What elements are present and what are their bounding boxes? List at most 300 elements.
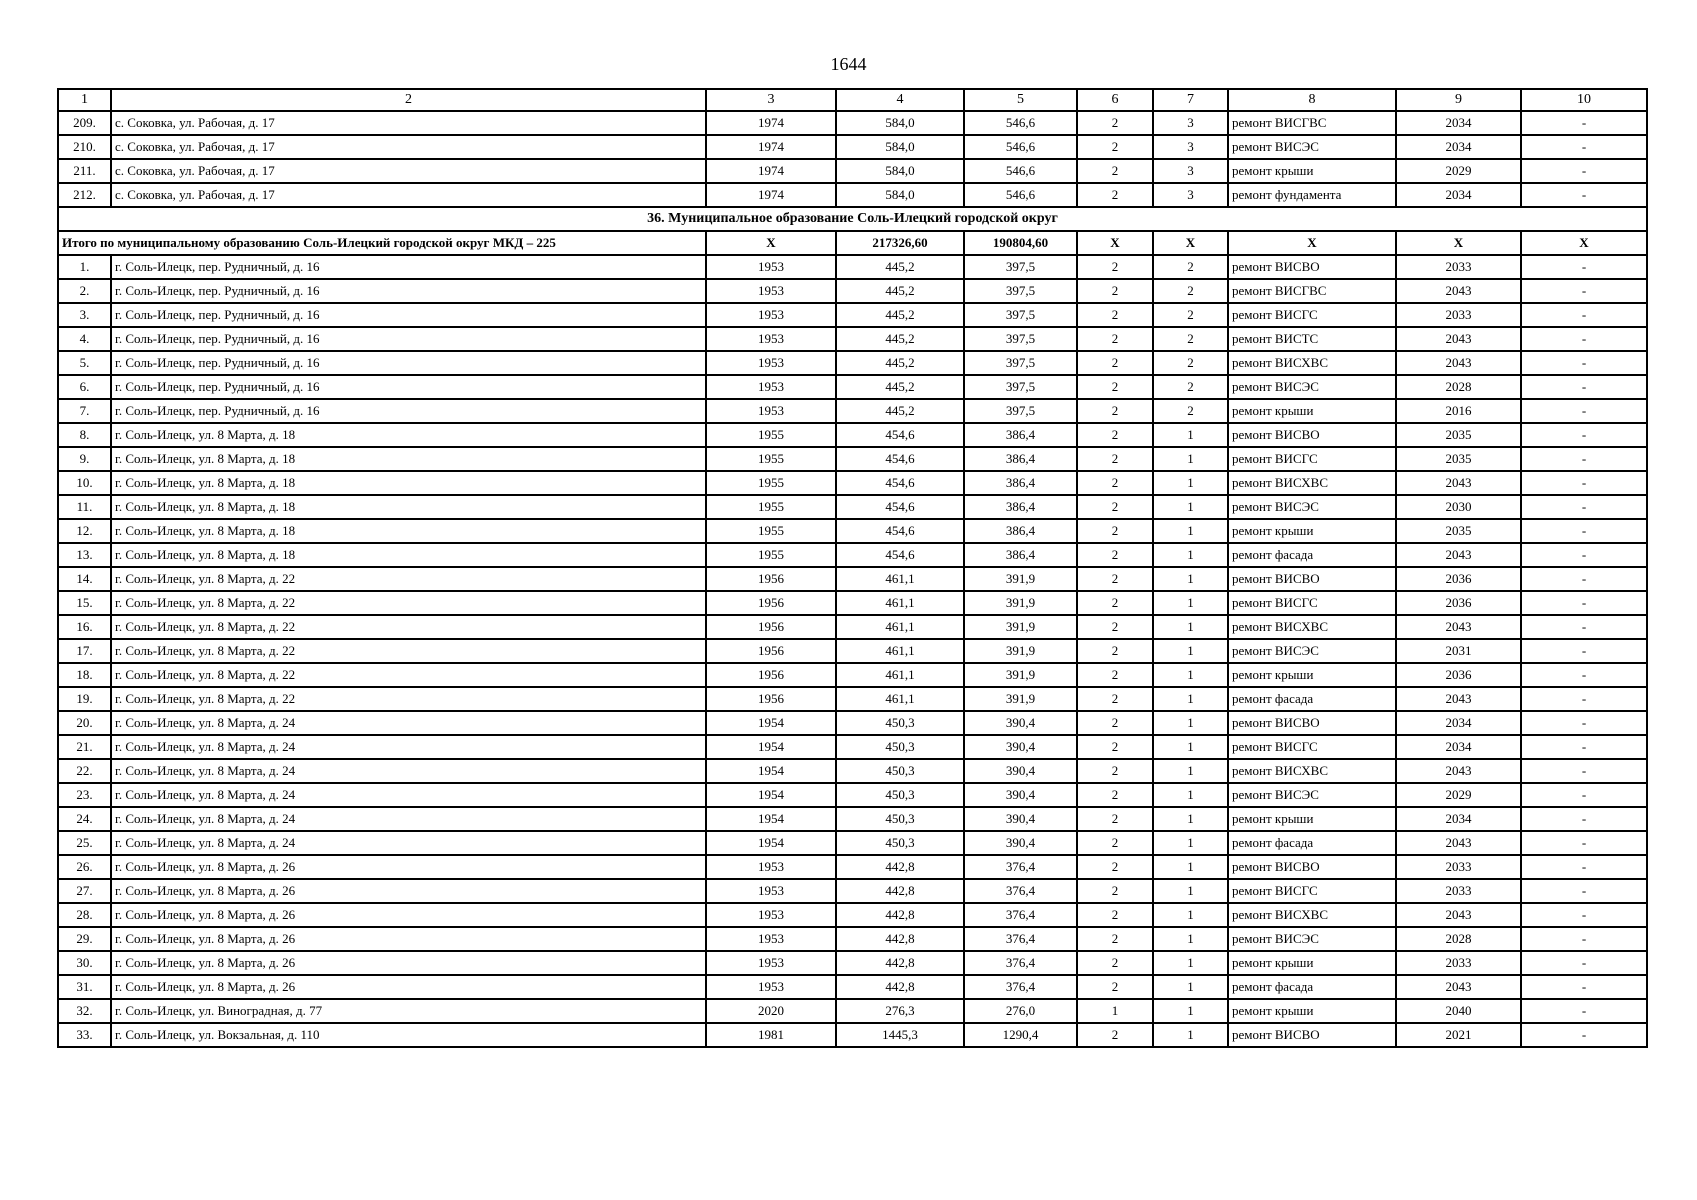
planned-year-cell: 2033 [1396, 255, 1521, 279]
total-value-cell: Х [1521, 231, 1647, 255]
address-cell: г. Соль-Илецк, ул. 8 Марта, д. 24 [111, 711, 706, 735]
total-area-cell: 442,8 [836, 927, 964, 951]
table-row [58, 831, 1647, 855]
living-area-cell: 390,4 [964, 831, 1077, 855]
total-area-cell: 450,3 [836, 759, 964, 783]
floors-cell: 2 [1077, 687, 1153, 711]
total-area-cell: 445,2 [836, 255, 964, 279]
living-area-cell: 386,4 [964, 519, 1077, 543]
entrances-cell: 1 [1153, 735, 1228, 759]
row-number-cell: 18. [58, 663, 111, 687]
floors-cell: 2 [1077, 495, 1153, 519]
year-built-cell: 1955 [706, 471, 836, 495]
year-built-cell: 1953 [706, 351, 836, 375]
table-row [58, 495, 1647, 519]
floors-cell: 2 [1077, 543, 1153, 567]
address-cell: г. Соль-Илецк, ул. 8 Марта, д. 18 [111, 495, 706, 519]
address-cell: с. Соковка, ул. Рабочая, д. 17 [111, 135, 706, 159]
year-built-cell: 2020 [706, 999, 836, 1023]
table-row [58, 639, 1647, 663]
col-10-cell: - [1521, 351, 1647, 375]
municipality-total-row [58, 231, 1647, 255]
year-built-cell: 1953 [706, 303, 836, 327]
work-type-cell: ремонт ВИСТС [1228, 327, 1396, 351]
year-built-cell: 1954 [706, 807, 836, 831]
year-built-cell: 1956 [706, 615, 836, 639]
col-10-cell: - [1521, 783, 1647, 807]
row-number-cell: 27. [58, 879, 111, 903]
planned-year-cell: 2035 [1396, 447, 1521, 471]
col-10-cell: - [1521, 471, 1647, 495]
entrances-cell: 1 [1153, 831, 1228, 855]
row-number-cell: 31. [58, 975, 111, 999]
table-row [58, 543, 1647, 567]
address-cell: г. Соль-Илецк, ул. 8 Марта, д. 18 [111, 423, 706, 447]
living-area-cell: 546,6 [964, 159, 1077, 183]
address-cell: г. Соль-Илецк, ул. 8 Марта, д. 26 [111, 951, 706, 975]
table-row [58, 327, 1647, 351]
work-type-cell: ремонт ВИСВО [1228, 255, 1396, 279]
row-number-cell: 212. [58, 183, 111, 207]
address-cell: г. Соль-Илецк, пер. Рудничный, д. 16 [111, 351, 706, 375]
floors-cell: 1 [1077, 999, 1153, 1023]
year-built-cell: 1956 [706, 567, 836, 591]
col-10-cell: - [1521, 303, 1647, 327]
total-area-cell: 442,8 [836, 879, 964, 903]
year-built-cell: 1954 [706, 759, 836, 783]
header-cell: 9 [1396, 89, 1521, 111]
row-number-cell: 23. [58, 783, 111, 807]
entrances-cell: 1 [1153, 879, 1228, 903]
total-value-cell: Х [1153, 231, 1228, 255]
address-cell: г. Соль-Илецк, ул. 8 Марта, д. 24 [111, 831, 706, 855]
work-type-cell: ремонт ВИСЭС [1228, 639, 1396, 663]
year-built-cell: 1954 [706, 783, 836, 807]
planned-year-cell: 2029 [1396, 783, 1521, 807]
address-cell: г. Соль-Илецк, ул. 8 Марта, д. 26 [111, 975, 706, 999]
year-built-cell: 1953 [706, 399, 836, 423]
floors-cell: 2 [1077, 615, 1153, 639]
address-cell: г. Соль-Илецк, ул. 8 Марта, д. 18 [111, 519, 706, 543]
planned-year-cell: 2033 [1396, 951, 1521, 975]
entrances-cell: 1 [1153, 951, 1228, 975]
total-area-cell: 445,2 [836, 399, 964, 423]
year-built-cell: 1955 [706, 495, 836, 519]
year-built-cell: 1953 [706, 975, 836, 999]
living-area-cell: 391,9 [964, 567, 1077, 591]
work-type-cell: ремонт фасада [1228, 687, 1396, 711]
living-area-cell: 391,9 [964, 687, 1077, 711]
work-type-cell: ремонт ВИСЭС [1228, 495, 1396, 519]
planned-year-cell: 2043 [1396, 327, 1521, 351]
total-area-cell: 450,3 [836, 711, 964, 735]
address-cell: г. Соль-Илецк, ул. 8 Марта, д. 22 [111, 639, 706, 663]
floors-cell: 2 [1077, 903, 1153, 927]
entrances-cell: 3 [1153, 135, 1228, 159]
col-10-cell: - [1521, 255, 1647, 279]
total-area-cell: 445,2 [836, 327, 964, 351]
work-type-cell: ремонт ВИСХВС [1228, 903, 1396, 927]
total-area-cell: 584,0 [836, 135, 964, 159]
year-built-cell: 1953 [706, 855, 836, 879]
total-area-cell: 454,6 [836, 519, 964, 543]
total-area-cell: 584,0 [836, 159, 964, 183]
row-number-cell: 33. [58, 1023, 111, 1047]
total-area-cell: 1445,3 [836, 1023, 964, 1047]
entrances-cell: 1 [1153, 495, 1228, 519]
col-10-cell: - [1521, 687, 1647, 711]
total-area-cell: 454,6 [836, 447, 964, 471]
column-number-header [58, 89, 1647, 111]
col-10-cell: - [1521, 903, 1647, 927]
work-type-cell: ремонт ВИСВО [1228, 855, 1396, 879]
register-body [58, 89, 1647, 1047]
planned-year-cell: 2028 [1396, 375, 1521, 399]
table-row [58, 375, 1647, 399]
floors-cell: 2 [1077, 663, 1153, 687]
address-cell: г. Соль-Илецк, ул. 8 Марта, д. 22 [111, 567, 706, 591]
living-area-cell: 397,5 [964, 351, 1077, 375]
planned-year-cell: 2035 [1396, 519, 1521, 543]
table-row [58, 519, 1647, 543]
total-area-cell: 584,0 [836, 183, 964, 207]
col-10-cell: - [1521, 759, 1647, 783]
row-number-cell: 3. [58, 303, 111, 327]
total-area-cell: 454,6 [836, 423, 964, 447]
planned-year-cell: 2031 [1396, 639, 1521, 663]
table-row [58, 903, 1647, 927]
address-cell: с. Соковка, ул. Рабочая, д. 17 [111, 159, 706, 183]
entrances-cell: 1 [1153, 807, 1228, 831]
table-row [58, 567, 1647, 591]
table-row [58, 423, 1647, 447]
floors-cell: 2 [1077, 303, 1153, 327]
living-area-cell: 376,4 [964, 975, 1077, 999]
total-area-cell: 450,3 [836, 735, 964, 759]
table-row [58, 471, 1647, 495]
total-area-cell: 450,3 [836, 783, 964, 807]
living-area-cell: 546,6 [964, 111, 1077, 135]
year-built-cell: 1953 [706, 927, 836, 951]
planned-year-cell: 2043 [1396, 279, 1521, 303]
entrances-cell: 1 [1153, 471, 1228, 495]
entrances-cell: 1 [1153, 975, 1228, 999]
work-type-cell: ремонт ВИСВО [1228, 567, 1396, 591]
living-area-cell: 376,4 [964, 855, 1077, 879]
total-area-cell: 445,2 [836, 351, 964, 375]
work-type-cell: ремонт ВИСХВС [1228, 615, 1396, 639]
table-row [58, 855, 1647, 879]
work-type-cell: ремонт ВИСХВС [1228, 351, 1396, 375]
row-number-cell: 26. [58, 855, 111, 879]
floors-cell: 2 [1077, 519, 1153, 543]
row-number-cell: 8. [58, 423, 111, 447]
total-value-cell: 190804,60 [964, 231, 1077, 255]
row-number-cell: 209. [58, 111, 111, 135]
planned-year-cell: 2034 [1396, 183, 1521, 207]
table-row [58, 711, 1647, 735]
table-row [58, 303, 1647, 327]
work-type-cell: ремонт ВИСГС [1228, 303, 1396, 327]
row-number-cell: 25. [58, 831, 111, 855]
living-area-cell: 376,4 [964, 903, 1077, 927]
year-built-cell: 1974 [706, 111, 836, 135]
work-type-cell: ремонт ВИСЭС [1228, 927, 1396, 951]
living-area-cell: 390,4 [964, 807, 1077, 831]
work-type-cell: ремонт ВИСХВС [1228, 759, 1396, 783]
total-area-cell: 454,6 [836, 495, 964, 519]
col-10-cell: - [1521, 279, 1647, 303]
living-area-cell: 390,4 [964, 759, 1077, 783]
row-number-cell: 20. [58, 711, 111, 735]
floors-cell: 2 [1077, 1023, 1153, 1047]
row-number-cell: 19. [58, 687, 111, 711]
work-type-cell: ремонт ВИСГВС [1228, 279, 1396, 303]
col-10-cell: - [1521, 711, 1647, 735]
address-cell: г. Соль-Илецк, ул. 8 Марта, д. 22 [111, 663, 706, 687]
header-cell: 2 [111, 89, 706, 111]
planned-year-cell: 2036 [1396, 591, 1521, 615]
address-cell: г. Соль-Илецк, ул. 8 Марта, д. 24 [111, 759, 706, 783]
planned-year-cell: 2036 [1396, 663, 1521, 687]
table-row [58, 663, 1647, 687]
total-area-cell: 442,8 [836, 975, 964, 999]
floors-cell: 2 [1077, 591, 1153, 615]
section-title-row [58, 207, 1647, 231]
address-cell: г. Соль-Илецк, ул. 8 Марта, д. 22 [111, 687, 706, 711]
col-10-cell: - [1521, 327, 1647, 351]
col-10-cell: - [1521, 615, 1647, 639]
address-cell: г. Соль-Илецк, пер. Рудничный, д. 16 [111, 279, 706, 303]
table-row [58, 687, 1647, 711]
floors-cell: 2 [1077, 927, 1153, 951]
living-area-cell: 546,6 [964, 183, 1077, 207]
header-cell: 5 [964, 89, 1077, 111]
planned-year-cell: 2043 [1396, 615, 1521, 639]
address-cell: г. Соль-Илецк, пер. Рудничный, д. 16 [111, 303, 706, 327]
living-area-cell: 386,4 [964, 543, 1077, 567]
entrances-cell: 1 [1153, 1023, 1228, 1047]
entrances-cell: 3 [1153, 183, 1228, 207]
year-built-cell: 1974 [706, 135, 836, 159]
floors-cell: 2 [1077, 471, 1153, 495]
living-area-cell: 386,4 [964, 423, 1077, 447]
row-number-cell: 11. [58, 495, 111, 519]
entrances-cell: 1 [1153, 639, 1228, 663]
col-10-cell: - [1521, 495, 1647, 519]
floors-cell: 2 [1077, 183, 1153, 207]
work-type-cell: ремонт ВИСГВС [1228, 111, 1396, 135]
col-10-cell: - [1521, 951, 1647, 975]
entrances-cell: 2 [1153, 255, 1228, 279]
living-area-cell: 386,4 [964, 495, 1077, 519]
living-area-cell: 546,6 [964, 135, 1077, 159]
floors-cell: 2 [1077, 567, 1153, 591]
total-area-cell: 584,0 [836, 111, 964, 135]
work-type-cell: ремонт ВИСГС [1228, 591, 1396, 615]
entrances-cell: 1 [1153, 519, 1228, 543]
address-cell: г. Соль-Илецк, ул. Виноградная, д. 77 [111, 999, 706, 1023]
year-built-cell: 1974 [706, 159, 836, 183]
floors-cell: 2 [1077, 279, 1153, 303]
col-10-cell: - [1521, 1023, 1647, 1047]
col-10-cell: - [1521, 135, 1647, 159]
table-row [58, 999, 1647, 1023]
address-cell: г. Соль-Илецк, пер. Рудничный, д. 16 [111, 399, 706, 423]
col-10-cell: - [1521, 543, 1647, 567]
col-10-cell: - [1521, 567, 1647, 591]
floors-cell: 2 [1077, 111, 1153, 135]
table-row [58, 807, 1647, 831]
floors-cell: 2 [1077, 735, 1153, 759]
work-type-cell: ремонт фасада [1228, 975, 1396, 999]
year-built-cell: 1955 [706, 519, 836, 543]
table-row [58, 735, 1647, 759]
floors-cell: 2 [1077, 423, 1153, 447]
row-number-cell: 5. [58, 351, 111, 375]
col-10-cell: - [1521, 807, 1647, 831]
entrances-cell: 1 [1153, 927, 1228, 951]
entrances-cell: 1 [1153, 591, 1228, 615]
year-built-cell: 1981 [706, 1023, 836, 1047]
total-area-cell: 276,3 [836, 999, 964, 1023]
floors-cell: 2 [1077, 351, 1153, 375]
living-area-cell: 397,5 [964, 399, 1077, 423]
entrances-cell: 1 [1153, 447, 1228, 471]
planned-year-cell: 2034 [1396, 111, 1521, 135]
work-type-cell: ремонт фундамента [1228, 183, 1396, 207]
address-cell: г. Соль-Илецк, пер. Рудничный, д. 16 [111, 327, 706, 351]
year-built-cell: 1953 [706, 279, 836, 303]
planned-year-cell: 2043 [1396, 471, 1521, 495]
row-number-cell: 210. [58, 135, 111, 159]
address-cell: г. Соль-Илецк, ул. 8 Марта, д. 18 [111, 447, 706, 471]
table-row [58, 351, 1647, 375]
col-10-cell: - [1521, 519, 1647, 543]
entrances-cell: 2 [1153, 375, 1228, 399]
address-cell: г. Соль-Илецк, ул. 8 Марта, д. 22 [111, 615, 706, 639]
address-cell: г. Соль-Илецк, ул. 8 Марта, д. 24 [111, 783, 706, 807]
living-area-cell: 391,9 [964, 615, 1077, 639]
entrances-cell: 1 [1153, 903, 1228, 927]
row-number-cell: 14. [58, 567, 111, 591]
planned-year-cell: 2029 [1396, 159, 1521, 183]
row-number-cell: 7. [58, 399, 111, 423]
entrances-cell: 1 [1153, 783, 1228, 807]
address-cell: г. Соль-Илецк, ул. 8 Марта, д. 24 [111, 807, 706, 831]
total-value-cell: Х [706, 231, 836, 255]
floors-cell: 2 [1077, 975, 1153, 999]
entrances-cell: 2 [1153, 351, 1228, 375]
col-10-cell: - [1521, 975, 1647, 999]
header-cell: 4 [836, 89, 964, 111]
entrances-cell: 1 [1153, 567, 1228, 591]
entrances-cell: 3 [1153, 111, 1228, 135]
row-number-cell: 16. [58, 615, 111, 639]
planned-year-cell: 2043 [1396, 351, 1521, 375]
table-row [58, 111, 1647, 135]
table-row [58, 183, 1647, 207]
entrances-cell: 1 [1153, 687, 1228, 711]
living-area-cell: 376,4 [964, 879, 1077, 903]
floors-cell: 2 [1077, 879, 1153, 903]
work-type-cell: ремонт ВИСХВС [1228, 471, 1396, 495]
row-number-cell: 211. [58, 159, 111, 183]
living-area-cell: 391,9 [964, 591, 1077, 615]
floors-cell: 2 [1077, 375, 1153, 399]
floors-cell: 2 [1077, 807, 1153, 831]
living-area-cell: 397,5 [964, 375, 1077, 399]
entrances-cell: 1 [1153, 423, 1228, 447]
floors-cell: 2 [1077, 399, 1153, 423]
row-number-cell: 22. [58, 759, 111, 783]
living-area-cell: 397,5 [964, 327, 1077, 351]
planned-year-cell: 2034 [1396, 735, 1521, 759]
address-cell: с. Соковка, ул. Рабочая, д. 17 [111, 183, 706, 207]
row-number-cell: 10. [58, 471, 111, 495]
total-area-cell: 445,2 [836, 375, 964, 399]
work-type-cell: ремонт крыши [1228, 807, 1396, 831]
planned-year-cell: 2043 [1396, 903, 1521, 927]
table-row [58, 279, 1647, 303]
year-built-cell: 1956 [706, 663, 836, 687]
col-10-cell: - [1521, 375, 1647, 399]
table-row [58, 591, 1647, 615]
year-built-cell: 1954 [706, 711, 836, 735]
col-10-cell: - [1521, 927, 1647, 951]
address-cell: г. Соль-Илецк, ул. 8 Марта, д. 18 [111, 471, 706, 495]
col-10-cell: - [1521, 447, 1647, 471]
total-area-cell: 445,2 [836, 279, 964, 303]
total-area-cell: 445,2 [836, 303, 964, 327]
work-type-cell: ремонт крыши [1228, 519, 1396, 543]
address-cell: г. Соль-Илецк, ул. 8 Марта, д. 26 [111, 879, 706, 903]
floors-cell: 2 [1077, 711, 1153, 735]
table-row [58, 783, 1647, 807]
total-area-cell: 461,1 [836, 687, 964, 711]
entrances-cell: 2 [1153, 279, 1228, 303]
work-type-cell: ремонт крыши [1228, 663, 1396, 687]
work-type-cell: ремонт крыши [1228, 159, 1396, 183]
planned-year-cell: 2033 [1396, 303, 1521, 327]
col-10-cell: - [1521, 399, 1647, 423]
living-area-cell: 391,9 [964, 663, 1077, 687]
work-type-cell: ремонт ВИСВО [1228, 423, 1396, 447]
planned-year-cell: 2040 [1396, 999, 1521, 1023]
col-10-cell: - [1521, 999, 1647, 1023]
year-built-cell: 1953 [706, 903, 836, 927]
row-number-cell: 2. [58, 279, 111, 303]
row-number-cell: 29. [58, 927, 111, 951]
col-10-cell: - [1521, 879, 1647, 903]
address-cell: г. Соль-Илецк, ул. 8 Марта, д. 18 [111, 543, 706, 567]
living-area-cell: 386,4 [964, 447, 1077, 471]
total-area-cell: 461,1 [836, 591, 964, 615]
floors-cell: 2 [1077, 255, 1153, 279]
row-number-cell: 17. [58, 639, 111, 663]
entrances-cell: 2 [1153, 399, 1228, 423]
living-area-cell: 276,0 [964, 999, 1077, 1023]
address-cell: г. Соль-Илецк, пер. Рудничный, д. 16 [111, 375, 706, 399]
living-area-cell: 390,4 [964, 735, 1077, 759]
total-label: Итого по муниципальному образованию Соль-Илецкий городской округ МКД – 225 [58, 231, 706, 255]
col-10-cell: - [1521, 159, 1647, 183]
table-row [58, 759, 1647, 783]
header-cell: 6 [1077, 89, 1153, 111]
header-cell: 8 [1228, 89, 1396, 111]
col-10-cell: - [1521, 855, 1647, 879]
planned-year-cell: 2033 [1396, 879, 1521, 903]
